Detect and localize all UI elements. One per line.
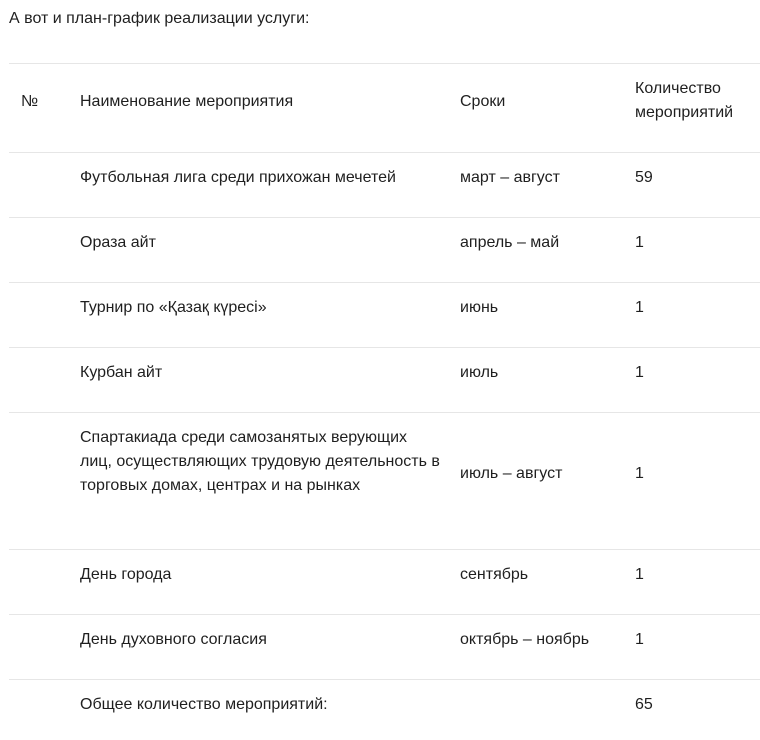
table-row [9, 282, 760, 347]
schedule-table [9, 63, 760, 740]
row-term: март – август [460, 169, 560, 186]
header-count: Количество мероприятий [635, 80, 734, 121]
row-term: сентябрь [460, 566, 529, 583]
table-row [9, 412, 760, 549]
row-event-name: Турнир по «Қазақ күресі» [80, 299, 267, 316]
row-event-name: Футбольная лига среди прихожан мечетей [80, 169, 396, 186]
row-count: 59 [635, 169, 653, 186]
table-row [9, 152, 760, 217]
row-event-name: День духовного согласия [80, 631, 267, 648]
row-count: 1 [635, 631, 644, 648]
row-term: апрель – май [460, 234, 560, 251]
header-term: Сроки [460, 93, 506, 110]
row-count: 1 [635, 299, 644, 316]
row-event-name: Ораза айт [80, 234, 156, 251]
row-term: июль – август [460, 465, 563, 482]
header-number: № [21, 93, 39, 110]
intro-text: А вот и план-график реализации услуги: [9, 10, 310, 27]
row-count: 1 [635, 364, 644, 381]
table-row [9, 614, 760, 679]
table-row [9, 217, 760, 282]
row-count: 1 [635, 465, 644, 482]
table-row [9, 549, 760, 614]
table-header-row [9, 63, 760, 152]
row-term: октябрь – ноябрь [460, 631, 590, 648]
header-event-name: Наименование мероприятия [80, 93, 294, 110]
total-label: Общее количество мероприятий: [80, 696, 328, 713]
row-event-name: День города [80, 566, 172, 583]
row-term: июнь [460, 299, 499, 316]
table-row [9, 347, 760, 412]
row-count: 1 [635, 566, 644, 583]
row-event-name: Спартакиада среди самозанятых верующих лиц, осуществляющих трудовую деятельность в торговых домах, центрах и на рынках [80, 429, 440, 494]
row-term: июль [460, 364, 499, 381]
row-event-name: Курбан айт [80, 364, 163, 381]
table-total-row [9, 679, 760, 740]
total-count: 65 [635, 696, 653, 713]
row-count: 1 [635, 234, 644, 251]
